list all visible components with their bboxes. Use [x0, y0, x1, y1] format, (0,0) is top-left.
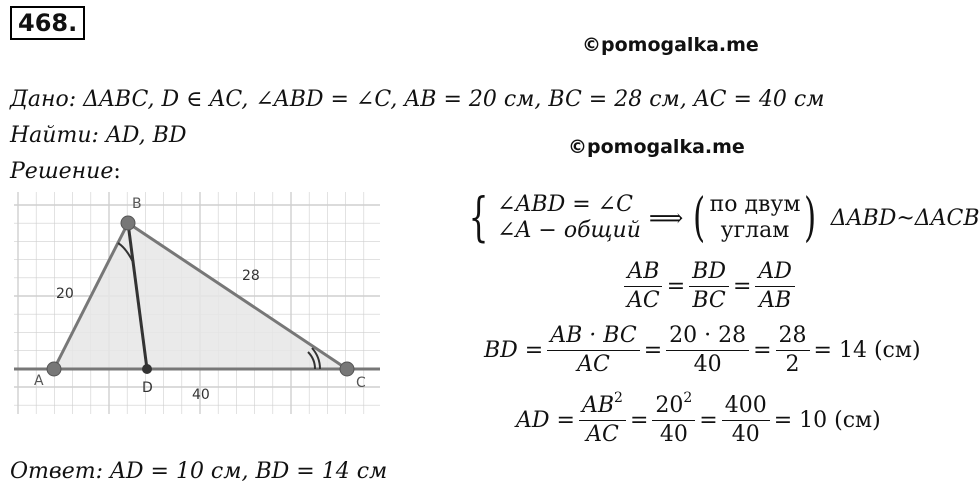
ad-calculation	[516, 392, 881, 449]
answer-line	[10, 458, 387, 486]
given-label: Дано	[10, 87, 69, 112]
ad-result: = 10 (см)	[773, 408, 881, 433]
given-text: : ΔABC, D ∈ AC, ∠ABD = ∠C, AB = 20 см, BC = 28 см, AC = 40 см	[68, 87, 825, 112]
ratio-fraction-3: $\frac{AD}{AB}$	[755, 258, 795, 315]
solution-label: Решение	[10, 159, 114, 184]
bd-result: = 14 (см)	[813, 338, 921, 363]
label-d: D	[142, 380, 153, 396]
paren-right: )	[804, 188, 817, 248]
ratio-eq-2: =	[732, 274, 752, 299]
bd-lhs: BD =	[484, 338, 544, 363]
ratio-equation	[620, 258, 799, 315]
bd-fraction-3: $\frac{28}{2}$	[776, 322, 810, 379]
ad-fraction-2: $\frac{20^2}{40}$	[652, 392, 695, 449]
ad-eq-2: =	[699, 408, 718, 433]
ad-eq-1: =	[629, 408, 649, 433]
label-side-bc: 28	[242, 268, 260, 284]
point-a	[47, 362, 61, 376]
ad-lhs: AD =	[516, 408, 575, 433]
system-brace: {	[468, 188, 489, 248]
find-line	[10, 122, 186, 150]
answer-label: Ответ	[10, 459, 96, 484]
point-c	[340, 362, 354, 376]
solution-colon: :	[113, 159, 121, 184]
label-side-ab: 20	[56, 286, 74, 302]
similarity-conclusion: ΔABD~ΔACB	[830, 205, 980, 231]
watermark-top: ©pomogalka.me	[582, 34, 759, 56]
point-d	[142, 364, 152, 374]
similarity-reason	[710, 192, 801, 244]
answer-text: : AD = 10 см, BD = 14 см	[95, 459, 388, 484]
label-b: B	[132, 196, 142, 212]
find-text: : AD, BD	[91, 123, 187, 148]
bd-fraction-1: $\frac{AB \cdot BC}{AC}$	[547, 322, 639, 379]
paren-left: (	[693, 188, 706, 248]
problem-number: 468.	[10, 6, 85, 40]
ad-fraction-1: $\frac{AB^2}{AC}$	[579, 392, 626, 449]
ratio-eq-1: =	[666, 274, 686, 299]
watermark-middle: ©pomogalka.me	[568, 136, 745, 158]
reason-line-2: углам	[720, 218, 790, 243]
label-c: C	[356, 375, 366, 391]
reason-line-1: по двум	[709, 192, 801, 217]
implies-arrow: ⟹	[648, 204, 684, 232]
condition-2: ∠A − общий	[497, 218, 641, 243]
triangle-figure	[14, 192, 380, 414]
given-line	[10, 86, 824, 114]
bd-calculation	[484, 322, 921, 379]
point-b	[121, 216, 135, 230]
label-a: A	[34, 373, 44, 389]
bd-fraction-2: $\frac{20 \cdot 28}{40}$	[666, 322, 749, 379]
condition-1: ∠ABD = ∠C	[497, 192, 633, 217]
bd-eq-1: =	[643, 338, 663, 363]
ratio-fraction-1: $\frac{AB}{AC}$	[624, 258, 663, 315]
system-conditions	[497, 192, 641, 244]
ad-fraction-3: $\frac{400}{40}$	[722, 392, 770, 449]
solution-line	[10, 158, 121, 186]
label-side-ac: 40	[192, 387, 210, 403]
find-label: Найти	[10, 123, 92, 148]
ratio-fraction-2: $\frac{BD}{BC}$	[689, 258, 729, 315]
bd-eq-2: =	[753, 338, 772, 363]
similarity-system	[462, 188, 980, 248]
